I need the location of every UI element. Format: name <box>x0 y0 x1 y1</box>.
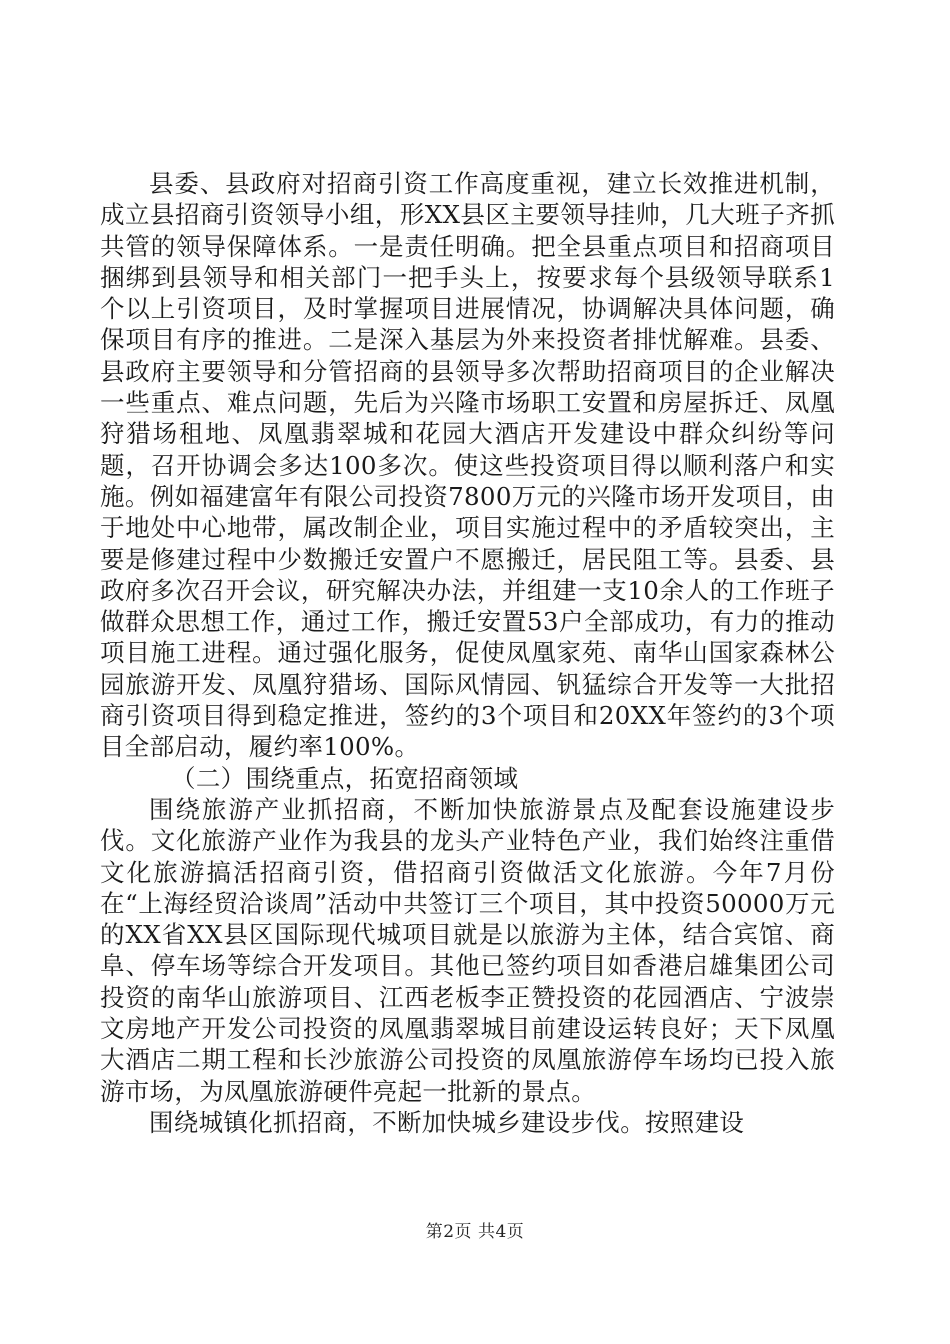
document-body <box>100 168 835 1138</box>
page-footer: 第2页 共4页 <box>425 1222 525 1242</box>
paragraph-urbanization: 围绕城镇化抓招商，不断加快城乡建设步伐。按照建设 <box>149 1107 745 1137</box>
paragraph-tourism: 围绕旅游产业抓招商，不断加快旅游景点及配套设施建设步伐。文化旅游产业作为我县的龙头产业特色产业，我们始终注重借文化旅游搞活招商引资，借招商引资做活文化旅游。今年7月份在“上海经贸洽谈周”活动中共签订三个项目，其中投资50000万元的XX省XX县区国际现代城项目就是以旅游为主体，结合宾馆、商阜、停车场等综合开发项目。其他已签约项目如香港启雄集团公司投资的南华山旅游项目、江西老板李正赞投资的花园酒店、宁波崇文房地产开发公司投资的凤凰翡翠城目前建设运转良好；天下凤凰大酒店二期工程和长沙旅游公司投资的凤凰旅游停车场均已投入旅游市场，为凤凰旅游硬件亮起一批新的景点。 <box>100 794 836 1106</box>
section-heading: （二）围绕重点，拓宽招商领域 <box>171 763 519 793</box>
paragraph-responsibility: 县委、县政府对招商引资工作高度重视，建立长效推进机制，成立县招商引资领导小组，形XX县区主要领导挂帅，几大班子齐抓共管的领导保障体系。一是责任明确。把全县重点项目和招商项目捆绑到县领导和相关部门一把手头上，按要求每个县级领导联系1个以上引资项目，及时掌握项目进展情况，协调解决具体问题，确保项目有序的推进。二是深入基层为外来投资者排忧解难。县委、县政府主要领导和分管招商的县领导多次帮助招商项目的企业解决一些重点、难点问题，先后为兴隆市场职工安置和房屋拆迁、凤凰狩猎场租地、凤凰翡翠城和花园大酒店开发建设中群众纠纷等问题，召开协调会多达100多次。使这些投资项目得以顺利落户和实施。例如福建富年有限公司投资7800万元的兴隆市场开发项目，由于地处中心地带，属改制企业，项目实施过程中的矛盾较突出，主要是修建过程中少数搬迁安置户不愿搬迁，居民阻工等。县委、县政府多次召开会议，研究解决办法，并组建一支10余人的工作班子做群众思想工作，通过工作，搬迁安置53户全部成功，有力的推动项目施工进程。通过强化服务，促使凤凰家苑、南华山国家森林公园旅游开发、凤凰狩猎场、国际风情园、钒猛综合开发等一大批招商引资项目得到稳定推进，签约的3个项目和20XX年签约的3个项目全部启动，履约率100%。 <box>100 169 835 762</box>
